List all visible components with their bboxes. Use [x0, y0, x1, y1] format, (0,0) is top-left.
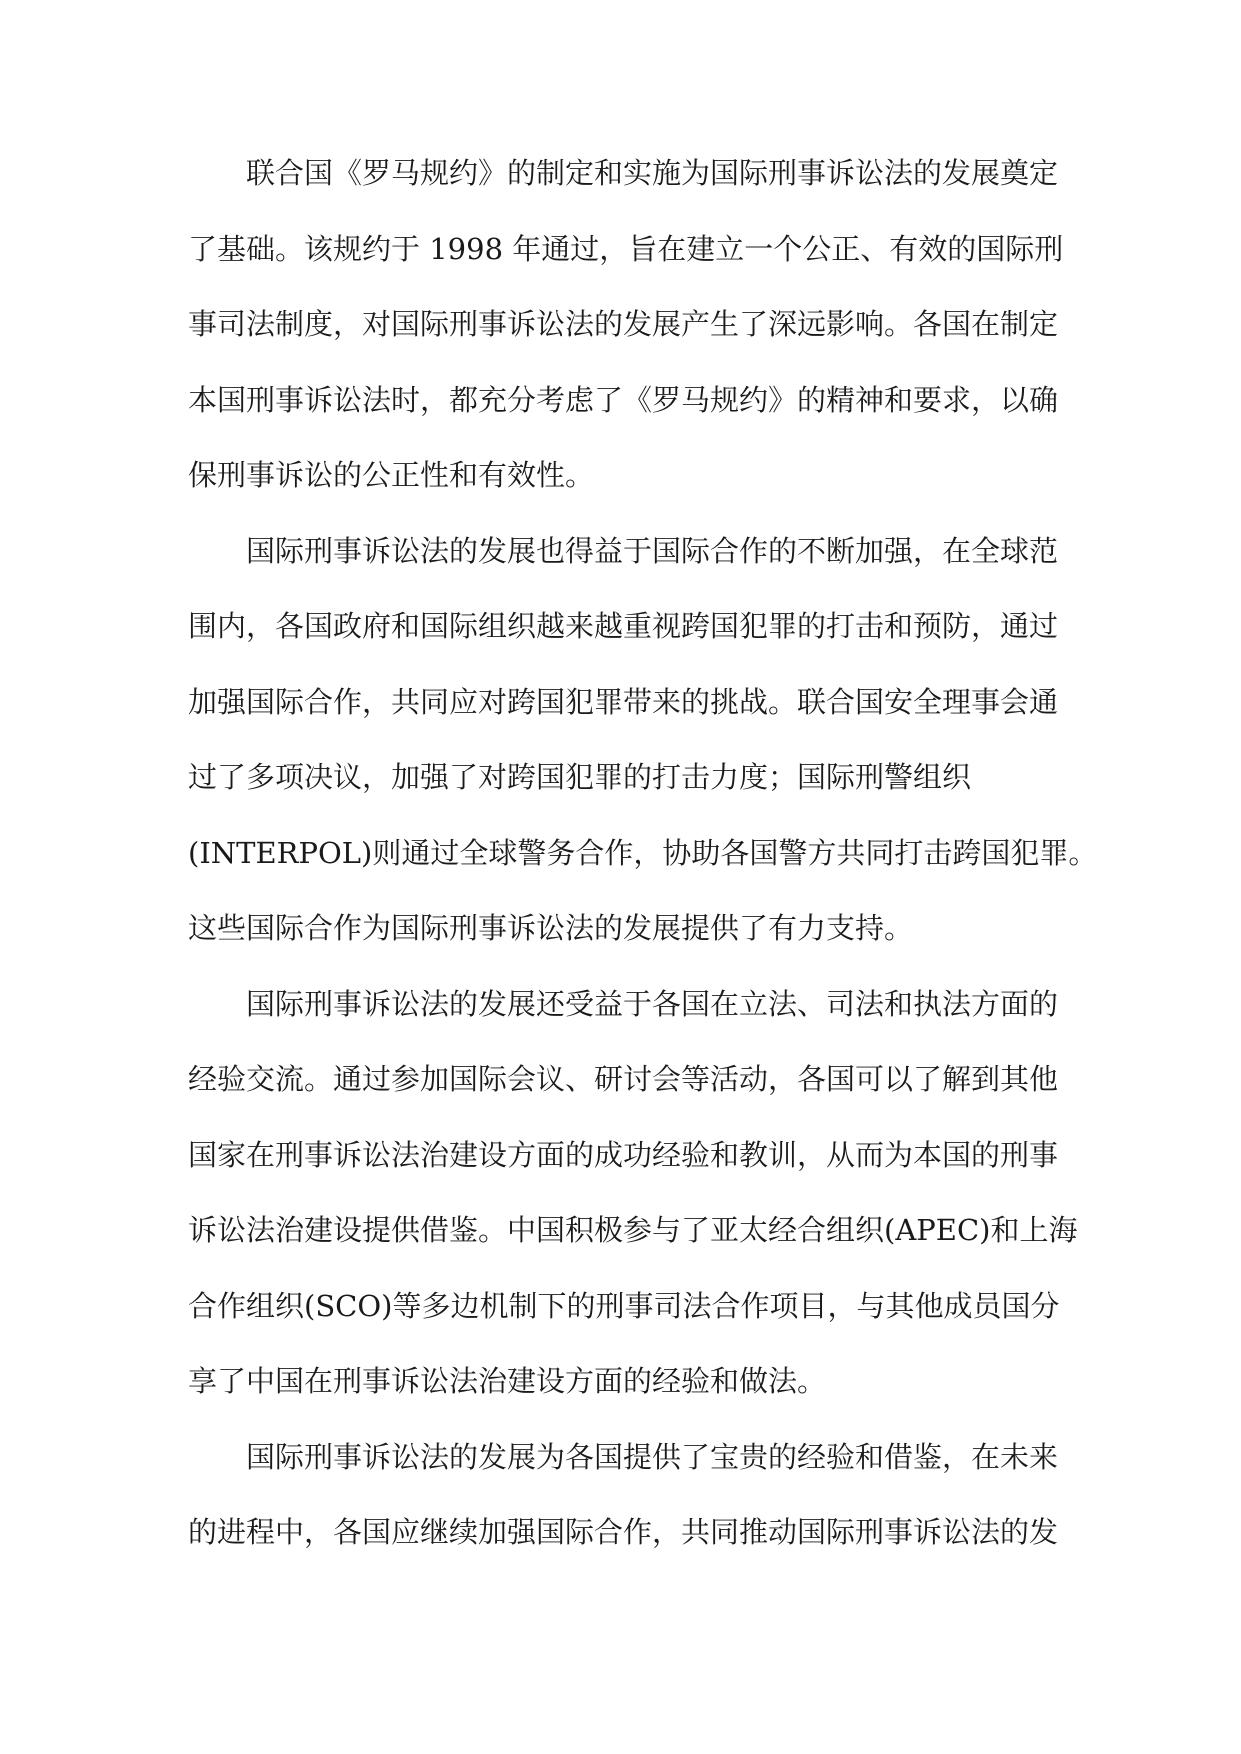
text-line: 本国刑事诉讼法时，都充分考虑了《罗马规约》的精神和要求，以确: [188, 382, 1059, 417]
text-line: 国家在刑事诉讼法治建设方面的成功经验和教训，从而为本国的刑事: [188, 1137, 1059, 1172]
text-line: 经验交流。通过参加国际会议、研讨会等活动，各国可以了解到其他: [188, 1062, 1059, 1096]
paragraph-3: [188, 979, 1078, 1432]
text-line: 诉讼法治建设提供借鉴。中国积极参与了亚太经合组织(APEC)和上海: [188, 1213, 1078, 1247]
text-line: 国际刑事诉讼法的发展还受益于各国在立法、司法和执法方面的: [246, 986, 1059, 1021]
text-line: 合作组织(SCO)等多边机制下的刑事司法合作项目，与其他成员国分: [188, 1288, 1060, 1323]
text-line: 了基础。该规约于 1998 年通过，旨在建立一个公正、有效的国际刑: [188, 231, 1064, 266]
paragraph-4: [188, 1432, 1059, 1583]
text-line: (INTERPOL)则通过全球警务合作，协助各国警方共同打击跨国犯罪。: [188, 835, 1098, 870]
text-line: 事司法制度，对国际刑事诉讼法的发展产生了深远影响。各国在制定: [188, 307, 1059, 341]
text-line: 围内，各国政府和国际组织越来越重视跨国犯罪的打击和预防，通过: [188, 609, 1059, 643]
text-line: 享了中国在刑事诉讼法治建设方面的经验和做法。: [188, 1364, 827, 1398]
text-line: 这些国际合作为国际刑事诉讼法的发展提供了有力支持。: [188, 911, 914, 945]
text-line: 保刑事诉讼的公正性和有效性。: [188, 458, 595, 492]
text-line: 过了多项决议，加强了对跨国犯罪的打击力度；国际刑警组织: [188, 760, 972, 794]
text-line: 国际刑事诉讼法的发展为各国提供了宝贵的经验和借鉴，在未来: [246, 1439, 1059, 1474]
text-line: 国际刑事诉讼法的发展也得益于国际合作的不断加强，在全球范: [246, 533, 1059, 568]
text-line: 加强国际合作，共同应对跨国犯罪带来的挑战。联合国安全理事会通: [188, 684, 1059, 719]
paragraph-1: [188, 148, 1064, 526]
text-line: 的进程中，各国应继续加强国际合作，共同推动国际刑事诉讼法的发: [188, 1515, 1059, 1549]
document-body: [188, 148, 1098, 1583]
paragraph-2: [188, 526, 1098, 979]
text-line: 联合国《罗马规约》的制定和实施为国际刑事诉讼法的发展奠定: [246, 156, 1059, 190]
